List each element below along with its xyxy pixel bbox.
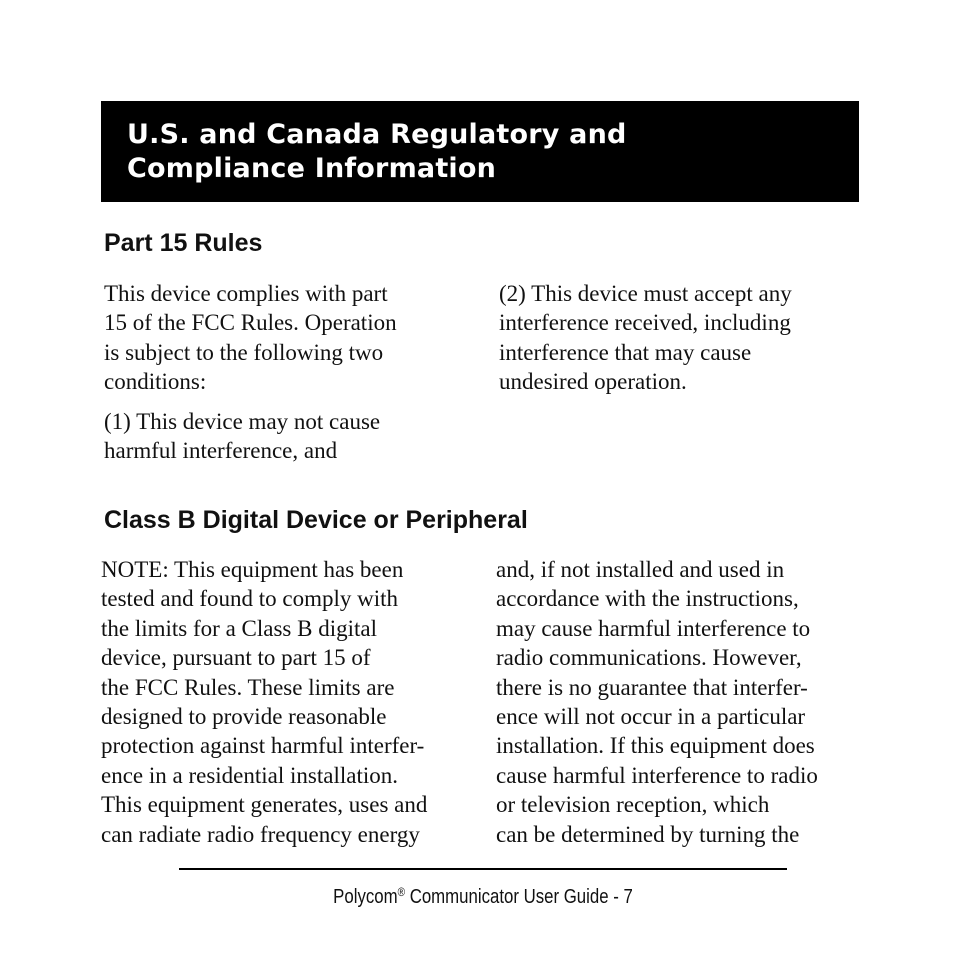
footer-brand: Polycom [333, 886, 398, 908]
part15-left-column [104, 279, 464, 465]
part15-right-column [499, 279, 859, 397]
page-title: U.S. and Canada Regulatory and Compliance Information [127, 119, 627, 184]
classb-heading: Class B Digital Device or Peripheral [104, 506, 528, 534]
classb-right-column [496, 555, 876, 849]
part15-heading: Part 15 Rules [104, 229, 263, 257]
part15-paragraph-condition-2: (2) This device must accept any interference received, including interference that may cause undesired operation. [499, 281, 792, 395]
registered-mark: ® [397, 885, 406, 899]
footer-text: Communicator User Guide - 7 [405, 886, 633, 908]
classb-paragraph-left: NOTE: This equipment has been tested and found to comply with the limits for a Class B digital device, pursuant to part 15 of the FCC Rules. These limits are designed to provide reasonable protection against harmful interfer- ence in a residential installation. This equipment generates, uses and can radiate radio frequency energy [101, 557, 428, 847]
classb-left-column [101, 555, 481, 849]
footer-rule [179, 868, 787, 870]
page-footer [228, 884, 739, 910]
part15-paragraph-condition-1: (1) This device may not cause harmful interference, and [104, 408, 381, 464]
title-banner [101, 101, 859, 202]
classb-paragraph-right: and, if not installed and used in accordance with the instructions, may cause harmful interference to radio communications. However, there is no guarantee that interfer- ence will not occur in a particular installation. If this equipment does cause harmful interference to radio or television reception, which can be determined by turning the [496, 557, 818, 847]
part15-paragraph-intro: This device complies with part 15 of the FCC Rules. Operation is subject to the following two conditions: [104, 281, 397, 395]
